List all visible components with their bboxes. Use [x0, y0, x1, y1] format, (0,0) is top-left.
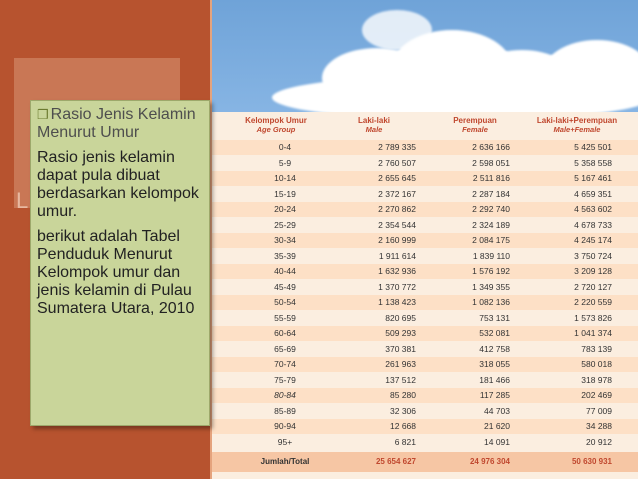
cell-age: 90-94 [274, 421, 296, 431]
total-male: 25 654 627 [375, 457, 416, 466]
table-row [212, 187, 638, 202]
header-female: Perempuan Female [453, 116, 497, 134]
table-row [212, 404, 638, 419]
table-row [212, 388, 638, 403]
callout-paragraph-1: Rasio jenis kelamin dapat pula dibuat berdasarkan kelompok umur. [37, 149, 199, 220]
header-total: Laki-laki+Perempuan Male+Female [536, 116, 618, 134]
cell-total: 34 288 [586, 421, 612, 431]
cell-age: 10-14 [274, 173, 296, 183]
header-age-group: Kelompok Umur Age Group [245, 116, 307, 134]
table-row [212, 156, 638, 171]
cell-male: 2 655 645 [378, 173, 416, 183]
cell-total: 4 659 351 [574, 188, 612, 199]
table-row [212, 419, 638, 434]
cell-male: 2 354 544 [378, 219, 416, 230]
table-row [212, 218, 638, 233]
cell-age: 80-84 [274, 390, 296, 400]
cell-male: 6 821 [394, 436, 416, 447]
title-partial-letter: L [16, 188, 29, 213]
table-row [212, 295, 638, 310]
cell-female: 2 598 051 [472, 157, 510, 168]
table-total-row [212, 452, 638, 472]
cell-male: 1 370 772 [378, 281, 416, 292]
cell-male: 370 381 [385, 343, 416, 354]
cell-female: 14 091 [484, 436, 510, 447]
cell-age: 0-4 [278, 142, 292, 152]
cell-total: 318 978 [581, 374, 612, 385]
cell-female: 181 466 [479, 374, 510, 385]
callout-paragraph-2: berikut adalah Tabel Penduduk Menurut Kelompok umur dan jenis kelamin di Pulau Sumatera Utara, 2010 [37, 228, 195, 317]
cell-total: 4 563 602 [574, 204, 612, 214]
cell-female: 21 620 [484, 421, 510, 431]
cell-total: 4 678 733 [574, 219, 612, 230]
cell-female: 2 324 189 [472, 219, 510, 230]
cell-male: 2 270 862 [378, 204, 416, 214]
cell-age: 50-54 [274, 297, 296, 307]
population-table [212, 112, 638, 479]
cell-male: 2 789 335 [378, 142, 416, 152]
callout-heading: ❒ Rasio Jenis Kelamin Menurut Umur [37, 106, 196, 141]
cell-female: 2 292 740 [472, 204, 510, 214]
cell-total: 1 041 374 [574, 328, 612, 338]
table-row [212, 311, 638, 326]
cell-total: 580 018 [581, 359, 612, 369]
cell-female: 117 285 [479, 390, 510, 400]
cell-total: 2 720 127 [574, 281, 612, 292]
cell-male: 2 760 507 [378, 157, 416, 168]
text-callout-box [30, 100, 210, 426]
cell-age: 15-19 [274, 188, 296, 199]
cell-age: 60-64 [274, 328, 296, 338]
cell-total: 77 009 [586, 405, 612, 416]
cell-male: 2 160 999 [378, 235, 416, 245]
cell-age: 75-79 [274, 374, 296, 385]
cell-female: 753 131 [479, 312, 510, 323]
table-header [212, 112, 638, 140]
cell-age: 20-24 [274, 204, 296, 214]
cell-age: 25-29 [274, 219, 296, 230]
cell-total: 4 245 174 [574, 235, 612, 245]
total-label: Jumlah/Total [260, 457, 310, 466]
table-row [212, 342, 638, 357]
cell-female: 1 576 192 [472, 266, 510, 276]
cell-age: 35-39 [274, 250, 296, 261]
cell-age: 40-44 [274, 266, 296, 276]
cell-age: 45-49 [274, 281, 296, 292]
table-row [212, 435, 638, 450]
cell-total: 3 750 724 [574, 250, 612, 261]
cell-female: 532 081 [479, 328, 510, 338]
cell-male: 2 372 167 [378, 188, 416, 199]
cell-total: 2 220 559 [574, 297, 612, 307]
cell-age: 30-34 [274, 235, 296, 245]
cell-age: 95+ [277, 436, 293, 447]
table-row [212, 140, 638, 155]
cell-male: 1 138 423 [378, 297, 416, 307]
cell-female: 2 511 816 [472, 173, 510, 183]
cell-male: 12 668 [390, 421, 416, 431]
cell-male: 261 963 [385, 359, 416, 369]
cell-age: 85-89 [274, 405, 296, 416]
cell-total: 5 167 461 [574, 173, 612, 183]
cell-total: 5 358 558 [574, 157, 612, 168]
header-male: Laki-laki Male [357, 116, 390, 134]
cell-female: 1 839 110 [472, 250, 510, 261]
total-female: 24 976 304 [469, 457, 510, 466]
table-row [212, 373, 638, 388]
cell-age: 55-59 [274, 312, 296, 323]
cell-female: 412 758 [479, 343, 510, 354]
cell-female: 1 349 355 [472, 281, 510, 292]
cell-total: 5 425 501 [574, 142, 612, 152]
cell-male: 1 632 936 [378, 266, 416, 276]
cell-age: 5-9 [278, 157, 292, 168]
cell-total: 202 469 [581, 390, 612, 400]
table-row [212, 233, 638, 248]
cell-male: 509 293 [385, 328, 416, 338]
cell-age: 70-74 [274, 359, 296, 369]
cell-male: 1 911 614 [378, 250, 416, 261]
cell-male: 32 306 [390, 405, 416, 416]
cell-total: 20 912 [586, 436, 612, 447]
cell-female: 1 082 136 [472, 297, 510, 307]
table-row [212, 249, 638, 264]
table-row [212, 280, 638, 295]
total-total: 50 630 931 [571, 457, 612, 466]
table-row [212, 264, 638, 279]
table-row [212, 202, 638, 217]
cell-female: 318 055 [479, 359, 510, 369]
cell-female: 2 084 175 [472, 235, 510, 245]
cell-male: 137 512 [385, 374, 416, 385]
cell-male: 85 280 [390, 390, 416, 400]
table-row [212, 326, 638, 341]
checkbox-bullet-icon: ❒ [37, 107, 49, 122]
cell-male: 820 695 [385, 312, 416, 323]
table-row [212, 357, 638, 372]
cell-total: 1 573 826 [574, 312, 612, 323]
cell-total: 3 209 128 [574, 266, 612, 276]
cell-female: 2 636 166 [472, 142, 510, 152]
cell-age: 65-69 [274, 343, 296, 354]
cell-total: 783 139 [581, 343, 612, 354]
cell-female: 2 287 184 [472, 188, 510, 199]
cell-female: 44 703 [484, 405, 510, 416]
table-row [212, 171, 638, 186]
